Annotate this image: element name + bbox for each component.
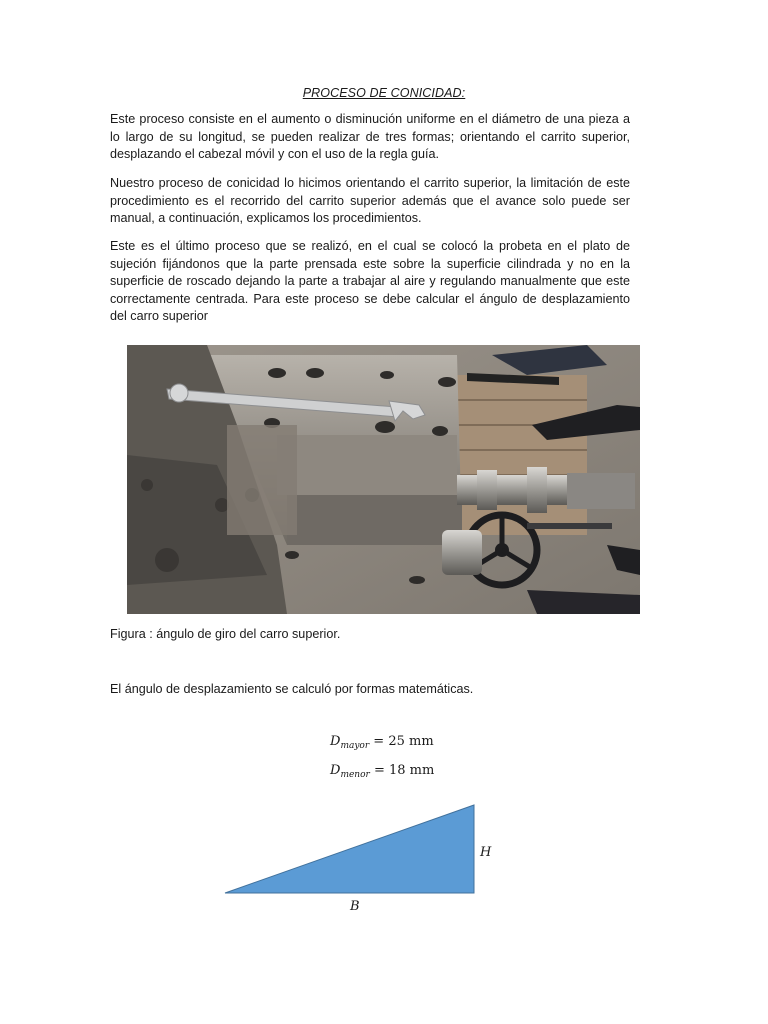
formula-d-mayor	[330, 734, 434, 751]
paragraph-intro: Este proceso consiste en el aumento o disminución uniforme en el diámetro de una pieza a lo largo de su longitud, se pueden realizar de tres formas; orientando el carrito superior, desplazando el cabezal móvil y con el uso de la regla guía.	[110, 112, 630, 162]
right-triangle-diagram	[220, 800, 520, 920]
triangle-height-label: H	[480, 845, 492, 860]
paragraph-procedure: Este es el último proceso que se realizó, en el cual se colocó la probeta en el plato de sujeción fijándonos que la parte prensada este sobre la superficie cilindrada y no en la superficie de roscado dejando la parte a trabajar al aire y regulando manualmente que este correctamente centrada. Para este proceso se debe calcular el ángulo de desplazamiento del carro superior	[110, 239, 630, 324]
section-title: PROCESO DE CONICIDAD:	[302, 86, 466, 100]
formula-d-menor	[330, 763, 434, 780]
formula-var: D	[330, 734, 341, 749]
formula-rhs: = 18 mm	[373, 763, 435, 778]
figure-caption: Figura : ángulo de giro del carro superior.	[110, 627, 341, 641]
formula-sub: mayor	[340, 741, 370, 751]
formula-var: D	[330, 763, 341, 778]
lathe-photo	[127, 345, 640, 614]
triangle-base-label: B	[350, 899, 360, 914]
calculation-intro: El ángulo de desplazamiento se calculó por formas matemáticas.	[110, 682, 474, 696]
formula-rhs: = 25 mm	[373, 734, 434, 749]
triangle-shape	[225, 805, 474, 893]
paragraph-method: Nuestro proceso de conicidad lo hicimos orientando el carrito superior, la limitación de este procedimiento es el recorrido del carrito superior además que el avance solo puede ser manual, a continuación, explicamos los procedimientos.	[110, 176, 630, 226]
formula-sub: menor	[340, 770, 370, 780]
